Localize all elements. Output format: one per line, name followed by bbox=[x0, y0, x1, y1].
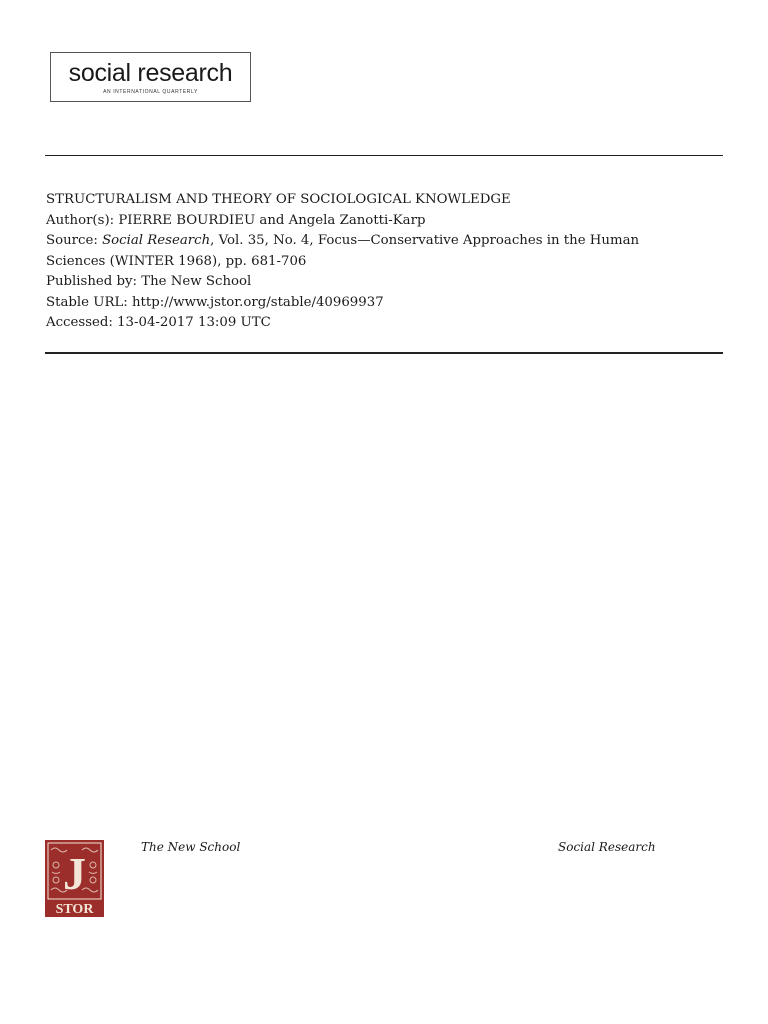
journal-logo-subtitle: AN INTERNATIONAL QUARTERLY bbox=[103, 89, 198, 95]
footer-journal: Social Research bbox=[558, 840, 656, 854]
source-line bbox=[46, 231, 726, 252]
jstor-logo-icon bbox=[45, 840, 104, 917]
authors-line bbox=[46, 211, 726, 232]
journal-logo-title: social research bbox=[68, 59, 233, 87]
accessed-date: Accessed: 13-04-2017 13:09 UTC bbox=[46, 315, 271, 330]
top-divider bbox=[45, 155, 723, 156]
footer-publisher: The New School bbox=[141, 840, 241, 854]
authors-value: PIERRE BOURDIEU and Angela Zanotti-Karp bbox=[118, 212, 426, 228]
source-label: Source: bbox=[46, 233, 103, 248]
journal-logo bbox=[50, 52, 251, 102]
article-title: STRUCTURALISM AND THEORY OF SOCIOLOGICAL KNOWLEDGE bbox=[46, 192, 511, 207]
source-line-2: Sciences (WINTER 1968), pp. 681-706 bbox=[46, 253, 307, 269]
jstor-logo-text: STOR bbox=[55, 902, 94, 917]
source-details: , Vol. 35, No. 4, Focus—Conservative Approaches in the Human bbox=[210, 233, 640, 248]
source-journal: Social Research bbox=[102, 233, 211, 248]
citation-block bbox=[46, 190, 726, 334]
stable-url-link[interactable]: Stable URL: http://www.jstor.org/stable/40969937 bbox=[46, 294, 384, 310]
authors-label: Author(s): bbox=[46, 212, 119, 228]
published-by: Published by: The New School bbox=[46, 274, 252, 289]
jstor-logo-letter: J bbox=[63, 848, 86, 899]
bottom-divider bbox=[45, 352, 723, 354]
